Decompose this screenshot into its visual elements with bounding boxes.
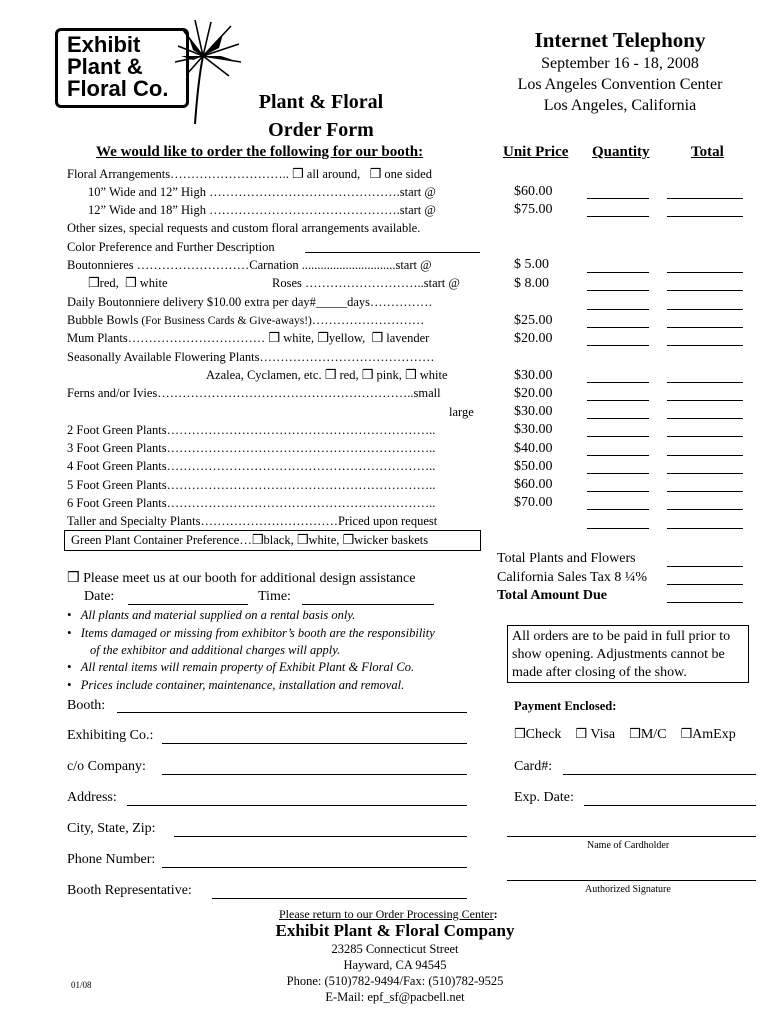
form-title [236, 88, 406, 144]
card-label: Card#: [514, 759, 553, 774]
logo-line-2: Plant & [67, 54, 143, 79]
price-azalea: $30.00 [514, 368, 553, 383]
mum-lavender-checkbox[interactable]: ❒ [371, 331, 384, 346]
mum-yellow-label: yellow, [328, 331, 366, 345]
representative-field[interactable] [212, 898, 467, 899]
bubble-note: (For Business Cards & Give-aways!) [141, 315, 312, 327]
price-mum: $20.00 [514, 331, 553, 346]
cardholder-field[interactable] [507, 836, 756, 837]
address-field[interactable] [127, 805, 467, 806]
return-line [279, 907, 498, 922]
amount-due-field[interactable] [667, 602, 743, 603]
phone-label: Phone Number: [67, 852, 156, 867]
mum-white-checkbox[interactable]: ❒ [268, 331, 281, 346]
total-ferns-large[interactable] [667, 418, 743, 419]
cardholder-label: Name of Cardholder [587, 840, 670, 851]
price-wide12: $75.00 [514, 202, 553, 217]
return-colon: : [493, 907, 498, 921]
row-boutonnieres: Boutonnieres ………………………Carnation ..............................start @ [67, 258, 432, 272]
event-info [490, 27, 750, 116]
all-around-checkbox[interactable]: ❒ [291, 167, 304, 182]
azalea-white-checkbox[interactable]: ❒ [404, 368, 417, 383]
mc-label: M/C [640, 727, 667, 742]
total-green5[interactable] [667, 491, 743, 492]
representative-label: Booth Representative: [67, 883, 192, 898]
co-company-label: c/o Company: [67, 759, 146, 774]
bullet-4-dot: • [67, 678, 81, 692]
footer-email: E-Mail: epf_sf@pacbell.net [325, 990, 465, 1004]
total-ferns-small[interactable] [667, 400, 743, 401]
bout-white-label: white [139, 276, 168, 290]
row-other-sizes: Other sizes, special requests and custom floral arrangements available. [67, 221, 421, 235]
bullet-1-text: All plants and material supplied on a rental basis only. [80, 608, 356, 622]
row-bout-colors [88, 276, 168, 291]
bullet-2-cont: of the exhibitor and additional charges will apply. [90, 643, 341, 657]
footer-company: Exhibit Plant & Floral Company [275, 921, 515, 940]
visa-label: Visa [590, 727, 616, 742]
exhibiting-co-field[interactable] [162, 743, 467, 744]
exp-label: Exp. Date: [514, 790, 574, 805]
container-wicker-checkbox[interactable]: ❒ [342, 533, 355, 548]
bullet-4 [67, 678, 404, 693]
qty-azalea[interactable] [587, 382, 649, 383]
total-daily-delivery[interactable] [667, 309, 743, 310]
assistance-date-label: Date: [84, 589, 115, 604]
city-field[interactable] [174, 836, 467, 837]
qty-green3[interactable] [587, 455, 649, 456]
bout-red-checkbox[interactable]: ❒ [88, 276, 100, 291]
signature-field[interactable] [507, 880, 756, 881]
one-sided-label: one sided [384, 167, 432, 181]
price-green5: $60.00 [514, 477, 553, 492]
card-field[interactable] [563, 774, 756, 775]
assistance-label: Please meet us at our booth for additional design assistance [83, 571, 416, 586]
payment-options [514, 727, 736, 743]
mum-white-label: white, [283, 331, 315, 345]
bullet-1-dot: • [67, 608, 81, 622]
mc-checkbox[interactable]: ❒ [629, 727, 641, 742]
total-green6[interactable] [667, 509, 743, 510]
bullet-4-text: Prices include container, maintenance, installation and removal. [80, 678, 405, 692]
footer-phone: Phone: (510)782-9494/Fax: (510)782-9525 [286, 974, 504, 988]
qty-ferns-small[interactable] [587, 400, 649, 401]
qty-green2[interactable] [587, 436, 649, 437]
form-code: 01/08 [71, 980, 92, 990]
price-green4: $50.00 [514, 459, 553, 474]
form-title-line-1: Plant & Floral [258, 91, 384, 113]
form-title-line-2: Order Form [268, 119, 374, 141]
footer-city: Hayward, CA 94545 [343, 958, 447, 972]
event-venue: Los Angeles Convention Center [517, 76, 723, 93]
row-bubble-bowls [67, 313, 424, 328]
signature-label: Authorized Signature [585, 884, 671, 895]
qty-wide12[interactable] [587, 216, 649, 217]
qty-green6[interactable] [587, 509, 649, 510]
total-wide12[interactable] [667, 216, 743, 217]
qty-bubble[interactable] [587, 327, 649, 328]
row-ferns: Ferns and/or Ivies……………………………………………………..small [67, 386, 441, 400]
row-green3: 3 Foot Green Plants……………………………………………………….. [67, 441, 436, 455]
phone-field[interactable] [162, 867, 467, 868]
city-label: City, State, Zip: [67, 821, 156, 836]
footer-address [270, 941, 520, 1005]
bullet-2-dot: • [67, 626, 81, 640]
booth-field[interactable] [117, 712, 467, 713]
order-heading: We would like to order the following for our booth: [96, 144, 424, 160]
row-wide12: 12” Wide and 18” High ……………………………………….start @ [88, 203, 436, 217]
total-mum[interactable] [667, 345, 743, 346]
bullet-3-text: All rental items will remain property of Exhibit Plant & Floral Co. [80, 660, 415, 674]
payment-notice [507, 625, 749, 683]
total-green3[interactable] [667, 455, 743, 456]
price-green6: $70.00 [514, 495, 553, 510]
total-carnation[interactable] [667, 272, 743, 273]
col-total: Total [691, 144, 724, 160]
qty-wide10[interactable] [587, 198, 649, 199]
one-sided-checkbox[interactable]: ❒ [369, 167, 382, 182]
col-quantity: Quantity [592, 144, 650, 160]
bullet-2 [67, 626, 435, 641]
total-wide10[interactable] [667, 198, 743, 199]
bubble-bowls-label: Bubble Bowls [67, 313, 139, 327]
payment-notice-text: All orders are to be paid in full prior to show opening. Adjustments cannot be made after closing of the show. [512, 629, 731, 680]
row-green5: 5 Foot Green Plants……………………………………………………….. [67, 478, 436, 492]
row-wide10: 10” Wide and 12” High ……………………………………….start @ [88, 185, 436, 199]
bout-white-checkbox[interactable]: ❒ [125, 276, 137, 291]
price-wide10: $60.00 [514, 184, 553, 199]
col-unit-price: Unit Price [503, 144, 569, 160]
booth-label: Booth: [67, 698, 106, 713]
total-plants-flowers-label: Total Plants and Flowers [497, 551, 636, 566]
row-container-pref [71, 533, 428, 548]
return-text: Please return to our Order Processing Center [279, 907, 494, 921]
container-black-checkbox[interactable]: ❒ [251, 533, 264, 548]
azalea-red-checkbox[interactable]: ❒ [324, 368, 337, 383]
palm-tree-icon [173, 16, 245, 126]
azalea-pink-checkbox[interactable]: ❒ [361, 368, 374, 383]
total-roses[interactable] [667, 290, 743, 291]
total-azalea[interactable] [667, 382, 743, 383]
check-checkbox[interactable]: ❒ [514, 727, 526, 742]
qty-green5[interactable] [587, 491, 649, 492]
amex-checkbox[interactable]: ❒ [680, 727, 693, 742]
price-roses: $ 8.00 [514, 276, 549, 291]
price-carnation: $ 5.00 [514, 257, 549, 272]
total-green4[interactable] [667, 473, 743, 474]
azalea-label: Azalea, Cyclamen, etc. [206, 368, 322, 382]
row-green6: 6 Foot Green Plants……………………………………………………….. [67, 496, 436, 510]
bout-red-label: red, [99, 276, 119, 290]
floral-arrangements-label: Floral Arrangements……………………….. [67, 167, 289, 181]
container-white-label: white, [308, 533, 340, 547]
bullet-2-text: Items damaged or missing from exhibitor’s booth are the responsibility [80, 626, 435, 640]
qty-carnation[interactable] [587, 272, 649, 273]
logo-line-3: Floral Co. [67, 76, 169, 101]
exhibiting-co-label: Exhibiting Co.: [67, 728, 154, 743]
bullet-3 [67, 660, 414, 675]
color-pref-field[interactable] [305, 252, 480, 253]
row-floral-arrangements [67, 167, 432, 182]
price-green3: $40.00 [514, 441, 553, 456]
row-azalea [206, 368, 448, 383]
qty-taller[interactable] [587, 528, 649, 529]
total-taller[interactable] [667, 528, 743, 529]
sales-tax-field[interactable] [667, 584, 743, 585]
azalea-white-label: white [419, 368, 448, 382]
row-color-pref: Color Preference and Further Description [67, 240, 275, 254]
row-green2: 2 Foot Green Plants……………………………………………………….. [67, 423, 436, 437]
total-plants-flowers-field[interactable] [667, 566, 743, 567]
azalea-red-label: red, [339, 368, 359, 382]
qty-daily-delivery[interactable] [587, 309, 649, 310]
assistance-date-field[interactable] [128, 604, 248, 605]
price-ferns-large: $30.00 [514, 404, 553, 419]
exp-field[interactable] [584, 805, 756, 806]
mum-lavender-label: lavender [386, 331, 430, 345]
row-seasonal: Seasonally Available Flowering Plants…………………………………… [67, 350, 435, 364]
payment-heading: Payment Enclosed: [514, 699, 617, 713]
event-city: Los Angeles, California [543, 97, 697, 114]
bullet-1 [67, 608, 355, 623]
row-green4: 4 Foot Green Plants……………………………………………………….. [67, 459, 436, 473]
sales-tax-label: California Sales Tax 8 ¼% [497, 570, 648, 585]
check-label: Check [525, 727, 562, 742]
logo-line-1: Exhibit [67, 32, 141, 57]
row-roses: Roses ………………………..start @ [272, 276, 460, 290]
mum-yellow-checkbox[interactable]: ❒ [317, 331, 329, 346]
address-label: Address: [67, 790, 117, 805]
qty-roses[interactable] [587, 290, 649, 291]
row-mum-plants [67, 331, 429, 346]
bullet-3-dot: • [67, 660, 81, 674]
total-green2[interactable] [667, 436, 743, 437]
container-wicker-label: wicker baskets [354, 533, 429, 547]
amex-label: AmExp [692, 727, 736, 742]
event-dates: September 16 - 18, 2008 [541, 55, 699, 72]
visa-checkbox[interactable]: ❒ [575, 727, 588, 742]
co-company-field[interactable] [162, 774, 467, 775]
price-bubble: $25.00 [514, 313, 553, 328]
price-green2: $30.00 [514, 422, 553, 437]
event-name: Internet Telephony [534, 28, 706, 52]
total-bubble[interactable] [667, 327, 743, 328]
container-pref-label: Green Plant Container Preference… [71, 533, 252, 547]
assistance-time-field[interactable] [302, 604, 434, 605]
assistance-time-label: Time: [258, 589, 291, 604]
qty-ferns-large[interactable] [587, 418, 649, 419]
row-taller: Taller and Specialty Plants……………………………Priced upon request [67, 514, 438, 528]
row-daily-delivery: Daily Boutonniere delivery $10.00 extra per day#_____days…………… [67, 295, 433, 309]
bubble-dots: ……………………… [311, 313, 425, 327]
row-ferns-large: large [449, 405, 474, 419]
amount-due-label: Total Amount Due [497, 588, 607, 603]
all-around-label: all around, [306, 167, 361, 181]
price-ferns-small: $20.00 [514, 386, 553, 401]
azalea-pink-label: pink, [376, 368, 402, 382]
logo [55, 28, 245, 112]
assistance-checkbox[interactable]: ❒ [67, 570, 80, 586]
footer-street: 23285 Connecticut Street [331, 942, 459, 956]
container-black-label: black, [263, 533, 294, 547]
mum-plants-label: Mum Plants…………………………… [67, 331, 266, 345]
qty-green4[interactable] [587, 473, 649, 474]
assistance-row [67, 570, 415, 587]
container-white-checkbox[interactable]: ❒ [296, 533, 309, 548]
qty-mum[interactable] [587, 345, 649, 346]
